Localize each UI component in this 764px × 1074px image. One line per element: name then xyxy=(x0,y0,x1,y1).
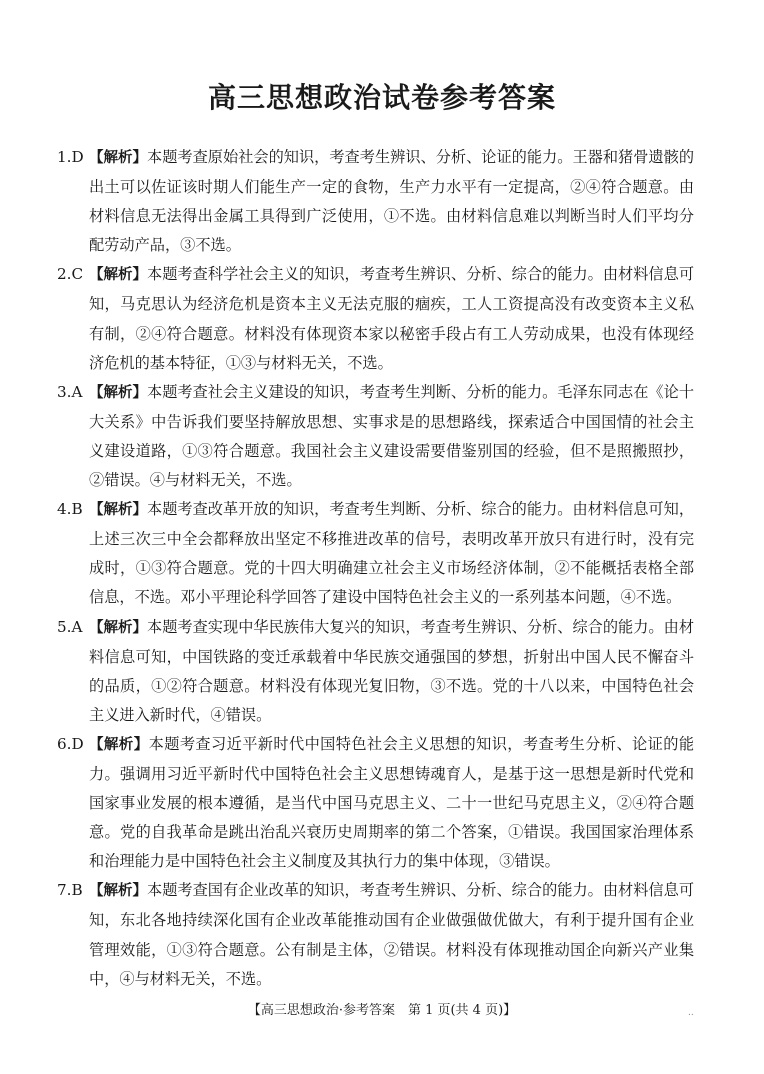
answer-number: 4.B xyxy=(57,500,83,519)
answer-number: 6.D xyxy=(57,734,84,753)
analysis-label: 【解析】 xyxy=(89,384,148,401)
answer-item-5 xyxy=(57,613,695,730)
answer-text: 本题考查习近平新时代中国特色社会主义思想的知识，考查考生分析、论证的能力。强调用习近平新时代中国特色社会主义思想铸魂育人，是基于这一思想是新时代党和国家事业发展的根本遵循，是当代中国马克思主义、二十一世纪马克思主义，②④符合题意。党的自我革命是跳出治乱兴衰历史周期率的第二个答案，①错误。我国国家治理体系和治理能力是中国特色社会主义制度及其执行力的集中体现，③错误。 xyxy=(89,734,694,871)
analysis-label: 【解析】 xyxy=(89,267,148,284)
answer-text: 本题考查实现中华民族伟大复兴的知识，考查考生辨识、分析、综合的能力。由材料信息可知，中国铁路的变迁承载着中华民族交通强国的梦想，折射出中国人民不懈奋斗的品质，①②符合题意。材料没有体现光复旧物，③不选。党的十八以来，中国特色社会主义进入新时代，④错误。 xyxy=(89,617,695,724)
answer-number: 2.C xyxy=(57,265,84,284)
answer-item-6 xyxy=(57,730,694,876)
answer-item-3 xyxy=(57,378,695,495)
answer-item-1 xyxy=(57,143,695,260)
answer-list xyxy=(57,143,695,994)
analysis-label: 【解析】 xyxy=(89,150,148,166)
answer-number: 1.D xyxy=(57,148,84,166)
answer-number: 7.B xyxy=(57,881,83,900)
corner-mark: .. xyxy=(688,1008,694,1018)
answer-number: 5.A xyxy=(57,617,83,636)
page-footer: 【高三思想政治·参考答案 第 1 页(共 4 页)】 xyxy=(247,1003,517,1018)
answer-number: 3.A xyxy=(57,382,83,401)
analysis-label: 【解析】 xyxy=(89,502,148,519)
answer-item-7 xyxy=(57,876,695,993)
page-title: 高三思想政治试卷参考答案 xyxy=(207,81,556,114)
analysis-label: 【解析】 xyxy=(89,619,148,636)
answer-text: 本题考查科学社会主义的知识，考查考生辨识、分析、综合的能力。由材料信息可知，马克思认为经济危机是资本主义无法克服的痼疾，工人工资提高没有改变资本主义私有制，②④符合题意。材料没有体现资本家以秘密手段占有工人劳动成果，也没有体现经济危机的基本特征，①③与材料无关，不选。 xyxy=(89,265,695,372)
analysis-label: 【解析】 xyxy=(89,736,149,753)
answer-text: 本题考查社会主义建设的知识，考查考生判断、分析的能力。毛泽东同志在《论十大关系》中告诉我们要坚持解放思想、实事求是的思想路线，探索适合中国国情的社会主义建设道路，①③符合题意。我国社会主义建设需要借鉴别国的经验，但不是照搬照抄，②错误。④与材料无关，不选。 xyxy=(89,382,695,490)
answer-text: 本题考查国有企业改革的知识，考查考生辨识、分析、综合的能力。由材料信息可知，东北各地持续深化国有企业改革能推动国有企业做强做优做大，有利于提升国有企业管理效能，①③符合题意。公有制是主体，②错误。材料没有体现推动国企向新兴产业集中，④与材料无关，不选。 xyxy=(89,881,695,988)
answer-text: 本题考查原始社会的知识，考查考生辨识、分析、论证的能力。王器和猪骨遗骸的出土可以佐证该时期人们能生产一定的食物，生产力水平有一定提高，②④符合题意。由材料信息无法得出金属工具得到广泛使用，①不选。由材料信息难以判断当时人们平均分配劳动产品，③不选。 xyxy=(89,148,695,255)
answer-item-2 xyxy=(57,260,695,377)
answer-text: 本题考查改革开放的知识，考查考生判断、分析、综合的能力。由材料信息可知，上述三次三中全会都释放出坚定不移推进改革的信号，表明改革开放只有进行时，没有完成时，①③符合题意。党的十四大明确建立社会主义市场经济体制，②不能概括表格全部信息，不选。邓小平理论科学回答了建设中国特色社会主义的一系列基本问题，④不选。 xyxy=(89,500,695,607)
answer-item-4 xyxy=(57,495,695,612)
analysis-label: 【解析】 xyxy=(89,883,148,900)
